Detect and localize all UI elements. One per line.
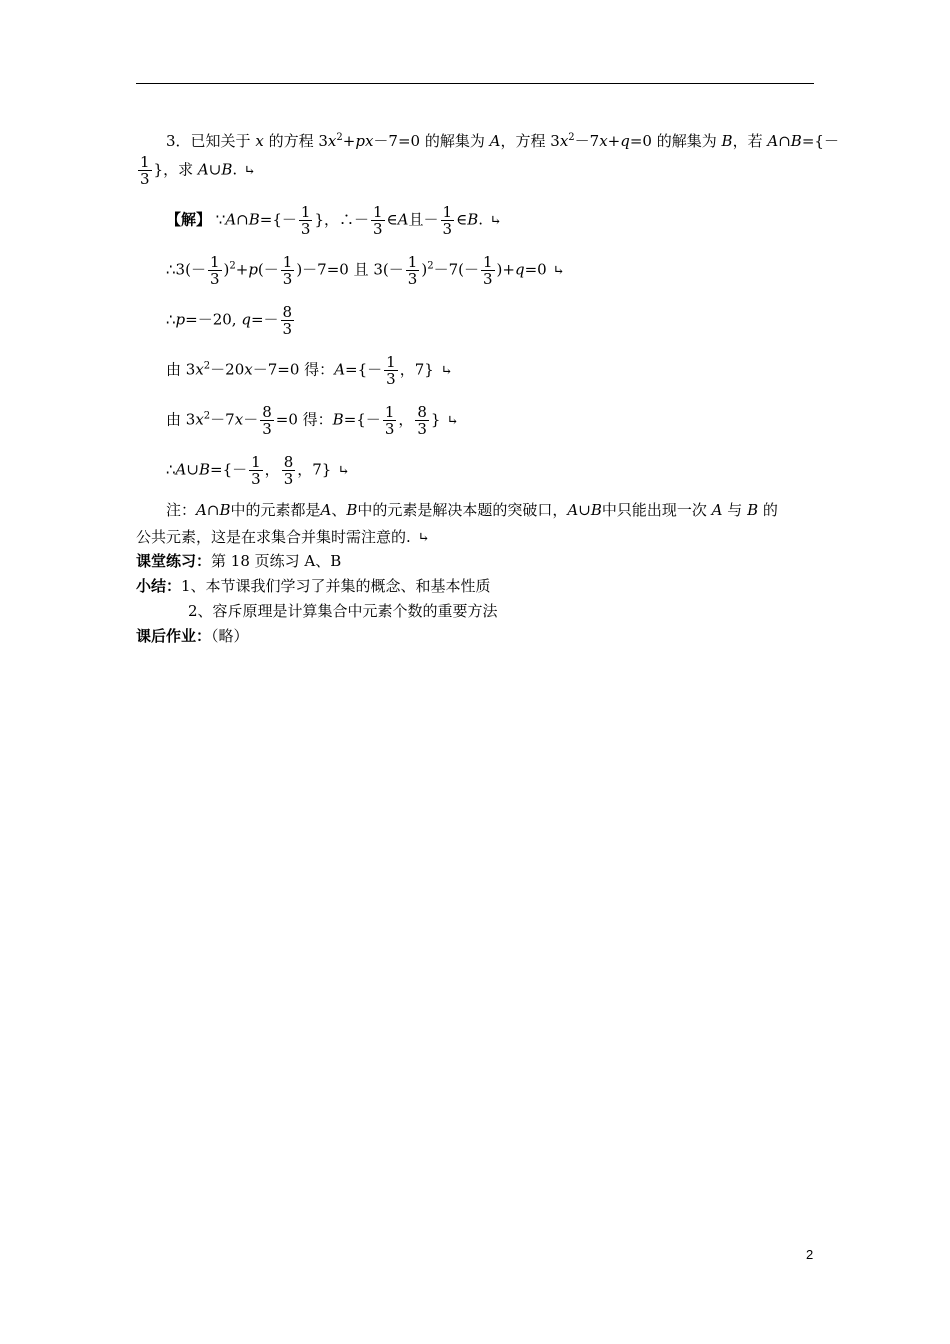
fraction: $\frac{1}{3}$ <box>140 153 150 188</box>
summary-line-1: 小结：1、本节课我们学习了并集的概念、和基本性质 <box>136 577 491 595</box>
note-line-1: 注：A∩B中的元素都是A、B中的元素是解决本题的突破口，A∪B中只能出现一次 A 与 B 的 <box>166 501 778 519</box>
header-rule <box>136 83 814 84</box>
solution-label: 【解】 <box>166 210 212 229</box>
return-mark-icon: ↵ <box>338 462 350 479</box>
return-mark-icon: ↵ <box>417 530 430 546</box>
problem-line-1: 3．已知关于 x 的方程 $3x^2+px-7=0$ 的解集为 A，方程 $3x^2-7x+q=0$ 的解集为 B，若 A∩B={－ <box>166 132 839 150</box>
solution-line-6: ∴A∪B={－ $\frac{1}{3}$ ， $\frac{8}{3}$ ，7} ↵ <box>166 453 350 488</box>
practice-line: 课堂练习：第 18 页练习 A、B <box>136 552 342 570</box>
return-mark-icon: ↵ <box>447 412 459 429</box>
homework-line: 课后作业：（略） <box>136 627 249 645</box>
return-mark-icon: ↵ <box>489 212 502 229</box>
return-mark-icon: ↵ <box>553 262 566 279</box>
solution-line-5: 由 $3x^2-7x-$ $\frac{8}{3}$ =0 得：B={－ $\frac{1}{3}$ ， $\frac{8}{3}$ } ↵ <box>166 403 459 438</box>
problem-line-2: $\frac{1}{3}$ }，求 A∪B. ↵ <box>140 153 256 188</box>
page-number: 2 <box>806 1247 814 1262</box>
return-mark-icon: ↵ <box>243 162 256 179</box>
problem-number: 3． <box>166 132 191 150</box>
homework-label: 课后作业： <box>136 627 212 645</box>
solution-line-4: 由 $3x^2-20x-7=0$ 得：A={－ $\frac{1}{3}$ ，7} ↵ <box>166 353 453 388</box>
note-line-2: 公共元素，这是在求集合并集时需注意的. ↵ <box>136 528 430 546</box>
solution-line-3: ∴p=－20, q=－ $\frac{8}{3}$ <box>166 303 293 338</box>
summary-line-2: 2、容斥原理是计算集合中元素个数的重要方法 <box>188 602 498 620</box>
summary-label: 小结： <box>136 577 182 595</box>
practice-label: 课堂练习： <box>136 552 212 570</box>
solution-line-1: 【解】 ∵A∩B={－ $\frac{1}{3}$ }，∴－ $\frac{1}{3}$ ∈A且－ $\frac{1}{3}$ ∈B. ↵ <box>166 203 502 238</box>
return-mark-icon: ↵ <box>440 362 453 379</box>
solution-line-2: ∴3(－ $\frac{1}{3}$ )$^2$+p(－ $\frac{1}{3}$ )－7=0 且 3(－ $\frac{1}{3}$ )$^2$－7(－ $\frac{1}{3}$ )+q=0 ↵ <box>166 253 566 288</box>
